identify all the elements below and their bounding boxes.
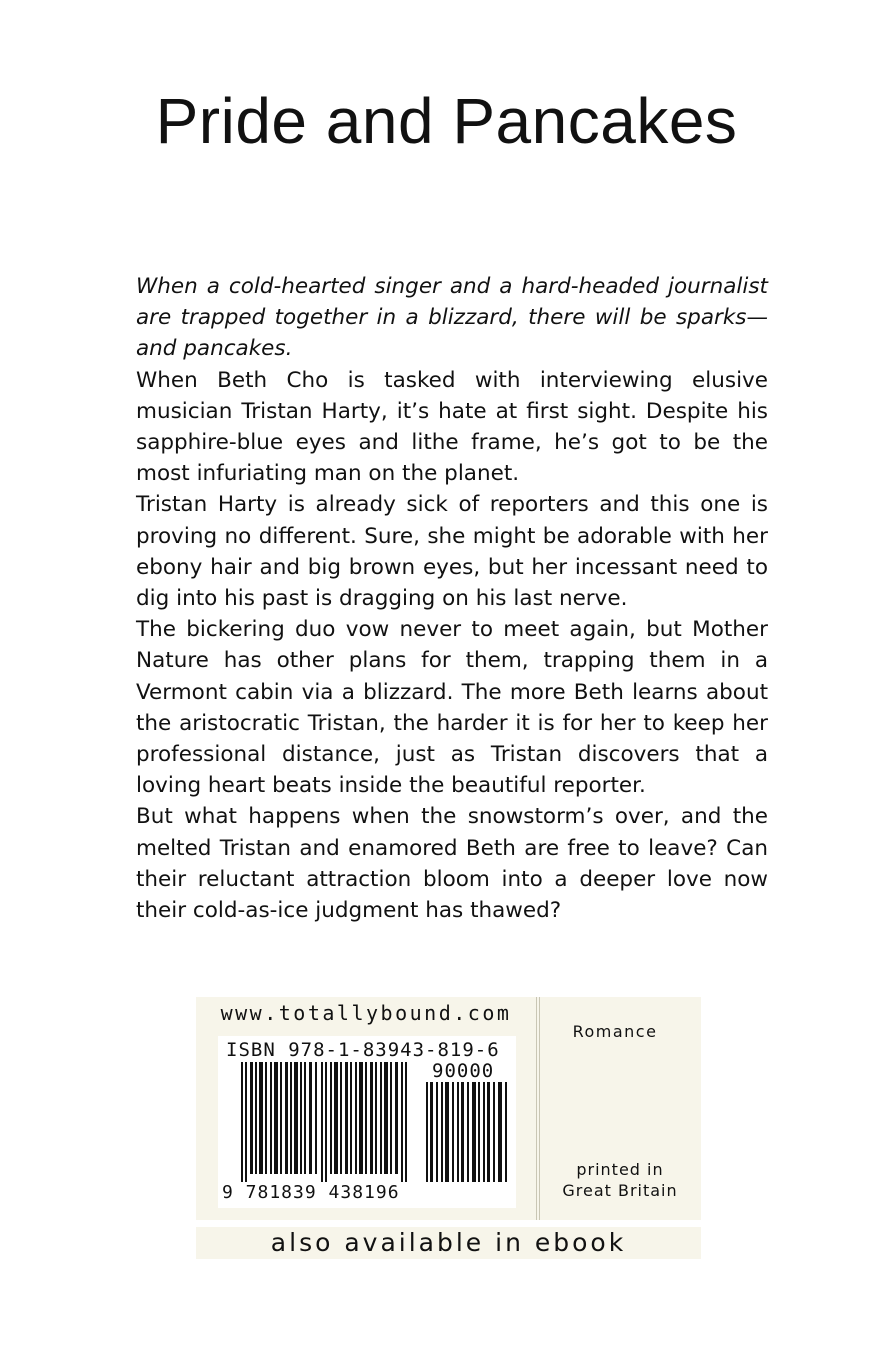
printed-line-2: Great Britain xyxy=(562,1181,678,1200)
isbn-text: ISBN 978-1-83943-819-6 xyxy=(226,1039,500,1061)
book-title: Pride and Pancakes xyxy=(155,85,738,157)
publisher-url: www.totallybound.com xyxy=(220,1001,512,1025)
blurb-paragraph: The bickering duo vow never to meet again, but Mother Nature has other plans for them, trapping them in a Vermont cabin via a blizzard. The more Beth learns about the aristocratic Tristan, the harder it is for her to keep her professional distance, just as Tristan discovers that a loving heart beats inside the beautiful reporter. xyxy=(136,617,768,799)
blurb-paragraph: Tristan Harty is already sick of reporters and this one is proving no different. Sure, she might be adorable with her ebony hair and big brown eyes, but her incessant need to dig into his past is dragging on his last nerve. xyxy=(136,492,768,612)
blurb-paragraph: When Beth Cho is tasked with interviewing elusive musician Tristan Harty, it’s hate at first sight. Despite his sapphire-blue eyes and lithe frame, he’s got to be the most infuriating man on the planet. xyxy=(136,367,768,487)
printed-line-1: printed in xyxy=(576,1160,664,1179)
barcode-digits: 9 781839 438196 xyxy=(222,1182,400,1203)
back-cover-blurb xyxy=(136,271,768,926)
blurb-paragraph: But what happens when the snowstorm’s over, and the melted Tristan and enamored Beth are free to leave? Can their reluctant attraction bloom into a deeper love now their cold-as-ice judgment has thawed? xyxy=(136,804,768,924)
printed-in-label xyxy=(540,1159,700,1201)
tagline: When a cold-hearted singer and a hard-headed journalist are trapped together in a blizzard, there will be sparks—and pancakes. xyxy=(136,274,768,362)
isbn-barcode xyxy=(241,1062,411,1182)
price-code: 90000 xyxy=(432,1060,495,1082)
addon-barcode xyxy=(426,1082,510,1182)
genre-label: Romance xyxy=(572,1022,658,1041)
ebook-availability-note: also available in ebook xyxy=(196,1227,701,1259)
